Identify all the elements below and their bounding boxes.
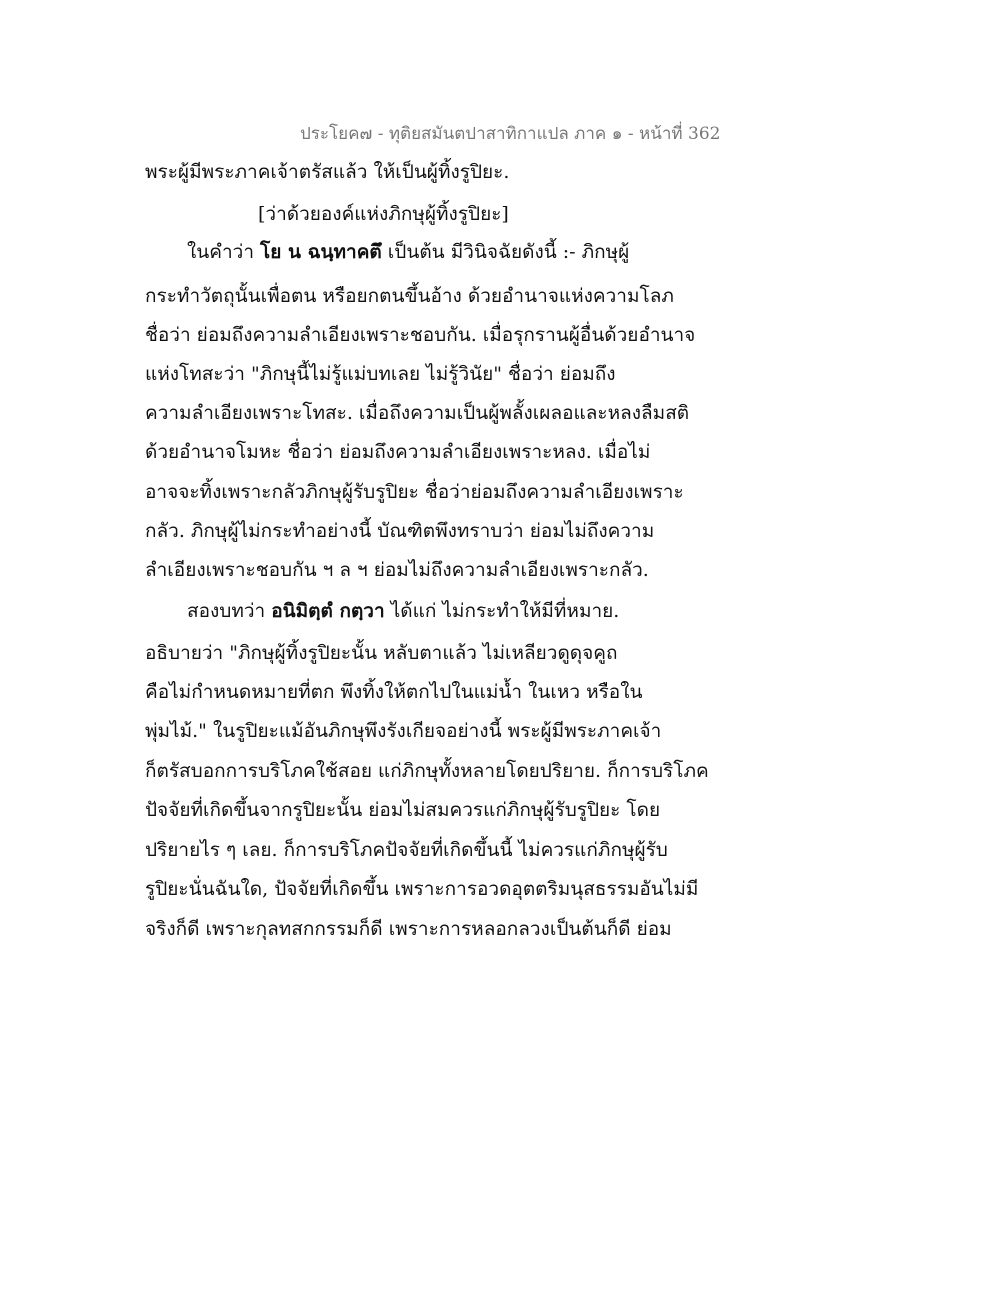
pali-term-bold: โย น ฉนฺทาคตึ [260,241,382,263]
text-line-8: ด้วยอำนาจโมหะ ชื่อว่า ย่อมถึงความลำเอียงเพราะหลง. เมื่อไม่ [145,441,651,463]
text-line-6: แห่งโทสะว่า "ภิกษุนี้ไม่รู้แม่บทเลย ไม่รู้วินัย" ชื่อว่า ย่อมถึง [145,363,616,385]
text-line-15: พุ่มไม้." ในรูปิยะแม้อันภิกษุพึงรังเกียจอย่างนี้ พระผู้มีพระภาคเจ้า [145,720,662,742]
text-line-18: ปริยายไร ๆ เลย. ก็การบริโภคปัจจัยที่เกิดขึ้นนี้ ไม่ควรแก่ภิกษุผู้รับ [145,839,668,861]
text-line-3 [187,237,907,267]
text-line-1: พระผู้มีพระภาคเจ้าตรัสแล้ว ให้เป็นผู้ทิ้งรูปิยะ. [145,161,510,183]
text-line-4: กระทำวัตถุนั้นเพื่อตน หรือยกตนขึ้นอ้าง ด้วยอำนาจแห่งความโลภ [145,285,674,307]
text-line-10: กลัว. ภิกษุผู้ไม่กระทำอย่างนี้ บัณฑิตพึงทราบว่า ย่อมไม่ถึงความ [145,520,655,542]
text-line-19: รูปิยะนั่นฉันใด, ปัจจัยที่เกิดขึ้น เพราะการอวดอุตตริมนุสธรรมอันไม่มี [145,878,699,900]
text-line-16: ก็ตรัสบอกการบริโภคใช้สอย แก่ภิกษุทั้งหลายโดยปริยาย. ก็การบริโภค [145,760,709,782]
text-line-11: ลำเอียงเพราะชอบกัน ฯ ล ฯ ย่อมไม่ถึงความลำเอียงเพราะกลัว. [145,559,649,581]
text-line-9: อาจจะทิ้งเพราะกลัวภิกษุผู้รับรูปิยะ ชื่อว่าย่อมถึงความลำเอียงเพราะ [145,481,684,503]
text-line-12 [187,596,907,626]
text-line-20: จริงก็ดี เพราะกุลทสกกรรมก็ดี เพราะการหลอกลวงเป็นต้นก็ดี ย่อม [145,918,672,940]
pali-term-bold: อนิมิตฺตํ กตฺวา [271,600,385,622]
page-header: ประโยค๗ - ทุติยสมันตปาสาทิกาแปล ภาค ๑ - หน้าที่ 362 [300,124,721,144]
text-line-5: ชื่อว่า ย่อมถึงความลำเอียงเพราะชอบกัน. เมื่อรุกรานผู้อื่นด้วยอำนาจ [145,324,696,346]
text-line-13: อธิบายว่า "ภิกษุผู้ทิ้งรูปิยะนั้น หลับตาแล้ว ไม่เหลียวดูดุจคูถ [145,642,618,664]
text-span: เป็นต้น มีวินิจฉัยดังนี้ :- ภิกษุผู้ [381,241,630,263]
text-line-14: คือไม่กำหนดหมายที่ตก พึงทิ้งให้ตกไปในแม่น้ำ ในเหว หรือใน [145,681,643,703]
text-span: สองบทว่า [187,600,272,622]
text-span: ในคำว่า [187,241,261,263]
section-heading: [ว่าด้วยองค์แห่งภิกษุผู้ทิ้งรูปิยะ] [258,203,509,225]
text-line-17: ปัจจัยที่เกิดขึ้นจากรูปิยะนั้น ย่อมไม่สมควรแก่ภิกษุผู้รับรูปิยะ โดย [145,799,661,821]
text-span: ได้แก่ ไม่กระทำให้มีที่หมาย. [384,600,620,622]
text-line-7: ความลำเอียงเพราะโทสะ. เมื่อถึงความเป็นผู้พลั้งเผลอและหลงลืมสติ [145,402,690,424]
